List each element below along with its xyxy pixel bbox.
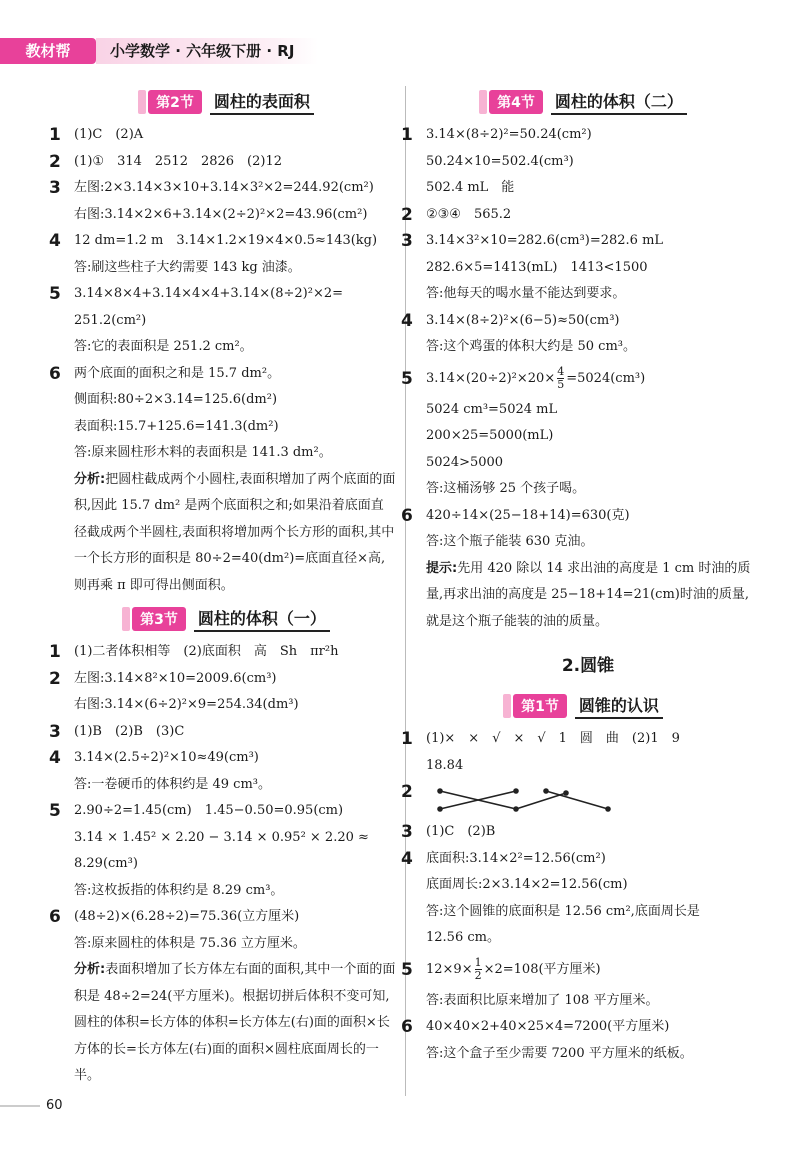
header-title: 小学数学 · 六年级下册 · RJ [96,38,318,64]
answer-4: 4 12 dm=1.2 m 3.14×1.2×19×4×0.5≈143(kg) [49,231,378,251]
answer-line: 底面周长:2×3.14×2=12.56(cm) [426,877,628,892]
section-title: 圆柱的表面积 [210,89,314,115]
answer-line: 侧面积:80÷2×3.14=125.6(dm²) [74,392,278,407]
analysis-1: 分析:把圆柱截成两个小圆柱,表面积增加了两个底面的面积,因此 15.7 dm² 是两个底面积之和;如果沿着底面直径截成两个半圆柱,表面积将增加两个长方形的面积,其中一个长方形的面积是 80÷2=40(dm²)=底面直径×高,则再乘 π 即可得出侧面积。 [74,471,396,593]
answer-line: 答:这个盒子至少需要 7200 平方厘米的纸板。 [426,1045,693,1061]
answer-4: 4 3.14×(2.5÷2)²×10≈49(cm³) [49,748,259,768]
answer-line: 3.14 × 1.45² × 2.20 − 3.14 × 0.95² × 2.20 ≈ [74,829,369,845]
section-header-3 [66,605,396,633]
section-title: 圆柱的体积（二） [551,89,687,115]
footer-bar [0,1105,40,1107]
section-badge: 第2节 [148,90,202,114]
left-column [49,86,396,1090]
answer-line: 表面积:15.7+125.6=141.3(dm²) [74,418,279,434]
answer-5: 5 2.90÷2=1.45(cm) 1.45−0.50=0.95(cm) [49,801,344,821]
matching-lines-diagram [436,779,616,819]
fraction: $\frac{1}{2}$ [474,955,482,982]
answer-2: 2 (1)① 314 2512 2826 (2)12 [49,151,283,172]
answer-line: 50.24×10=502.4(cm³) [426,153,574,169]
answer-line: 答:表面积比原来增加了 108 平方厘米。 [426,992,659,1008]
answer-6: 6 420÷14×(25−18+14)=630(克) [401,505,630,526]
right-column [401,86,758,1067]
section-header-1 [418,692,758,720]
answer-4: 4 底面积:3.14×2²=12.56(cm²) [401,848,606,869]
answer-line: 答:刷这些柱子大约需要 143 kg 油漆。 [74,259,301,275]
answer-1: 1 3.14×(8÷2)²=50.24(cm²) [401,125,592,145]
answer-line: 12.56 cm。 [426,930,500,945]
analysis-2: 分析:表面积增加了长方体左右面的面积,其中一个面的面积是 48÷2=24(平方厘米)。根据切拼后体积不变可知,圆柱的体积=长方体的体积=长方体左(右)面的面积×长方体的长=长方体左(右)面的面积×圆柱底面周长的一半。 [74,962,396,1083]
answer-line: 答:这个瓶子能装 630 克油。 [426,534,594,549]
page-footer [0,1098,63,1113]
answer-line: 200×25=5000(mL) [426,428,554,443]
chapter-title: 2.圆锥 [561,656,615,676]
answer-2: 2 ②③④ 565.2 [401,204,512,225]
answer-3: 3 (1)C (2)B [401,822,496,842]
answer-2: 2 [418,779,758,819]
header-tag: 教材帮 [0,38,96,64]
section-header-4 [418,88,758,116]
answer-2: 2 左图:3.14×8²×10=2009.6(cm³) [49,668,277,689]
answer-1: 1 (1)二者体积相等 (2)底面积 高 Sh πr²h [49,642,339,662]
answer-line: 5024 cm³=5024 mL [426,401,558,417]
answer-line: 答:原来圆柱形木料的表面积是 141.3 dm²。 [74,445,332,460]
answer-line: 右图:3.14×(6÷2)²×9=254.34(dm³) [74,697,299,712]
answer-line: 答:这枚扳指的体积约是 8.29 cm³。 [74,882,284,898]
answer-line: 答:这个鸡蛋的体积大约是 50 cm³。 [426,339,637,354]
answer-line: 答:这桶汤够 25 个孩子喝。 [426,481,586,496]
section-badge: 第1节 [513,694,567,718]
answer-line: 8.29(cm³) [74,856,138,871]
answer-6: 6 40×40×2+40×25×4=7200(平方厘米) [401,1017,670,1037]
answer-line: 282.6×5=1413(mL) 1413<1500 [426,259,648,275]
answer-3: 3 (1)B (2)B (3)C [49,721,185,742]
answer-line: 18.84 [426,757,464,773]
answer-line: 5024>5000 [426,454,504,470]
answer-line: 答:原来圆柱的体积是 75.36 立方厘米。 [74,935,306,951]
answer-line: 502.4 mL 能 [426,180,515,195]
fraction: $\frac{4}{5}$ [557,364,565,391]
answer-1: 1 (1)× × √ × √ 1 圆 曲 (2)1 9 [401,729,680,749]
answer-1: 1 (1)C (2)A [49,125,144,145]
answer-5: 5 3.14×8×4+3.14×4×4+3.14×(8÷2)²×2= [49,284,344,304]
answer-line: 右图:3.14×2×6+3.14×(2÷2)²×2=43.96(cm²) [74,206,368,222]
answer-6: 6 (48÷2)×(6.28÷2)=75.36(立方厘米) [49,907,300,927]
answer-line: 251.2(cm²) [74,312,147,328]
answer-line: 答:这个圆锥的底面积是 12.56 cm²,底面周长是 [426,903,700,919]
answer-3: 3 左图:2×3.14×3×10+3.14×3²×2=244.92(cm²) [49,178,374,198]
section-title: 圆锥的认识 [575,693,663,719]
answer-line: 答:一卷硬币的体积约是 49 cm³。 [74,776,272,792]
section-badge: 第3节 [132,607,186,631]
page-number: 60 [46,1098,63,1113]
answer-line: 答:它的表面积是 251.2 cm²。 [74,339,253,354]
section-badge: 第4节 [489,90,543,114]
tip: 提示:先用 420 除以 14 求出油的高度是 1 cm 时油的质量,再求出油的高度是 25−18+14=21(cm)时油的质量,就是这个瓶子能装的油的质量。 [426,560,751,629]
answer-5: 5 3.14×(20÷2)²×20× $\frac{4}{5}$ =5024(cm³) [401,364,646,391]
answer-4: 4 3.14×(8÷2)²×(6−5)≈50(cm³) [401,310,620,331]
answer-5: 5 12×9× $\frac{1}{2}$ ×2=108(平方厘米) [401,955,601,982]
section-header-2 [66,88,396,116]
answer-3: 3 3.14×3²×10=282.6(cm³)=282.6 mL [401,231,664,251]
answer-6: 6 两个底面的面积之和是 15.7 dm²。 [49,363,281,384]
answer-line: 答:他每天的喝水量不能达到要求。 [426,286,626,301]
section-title: 圆柱的体积（一） [194,606,330,632]
